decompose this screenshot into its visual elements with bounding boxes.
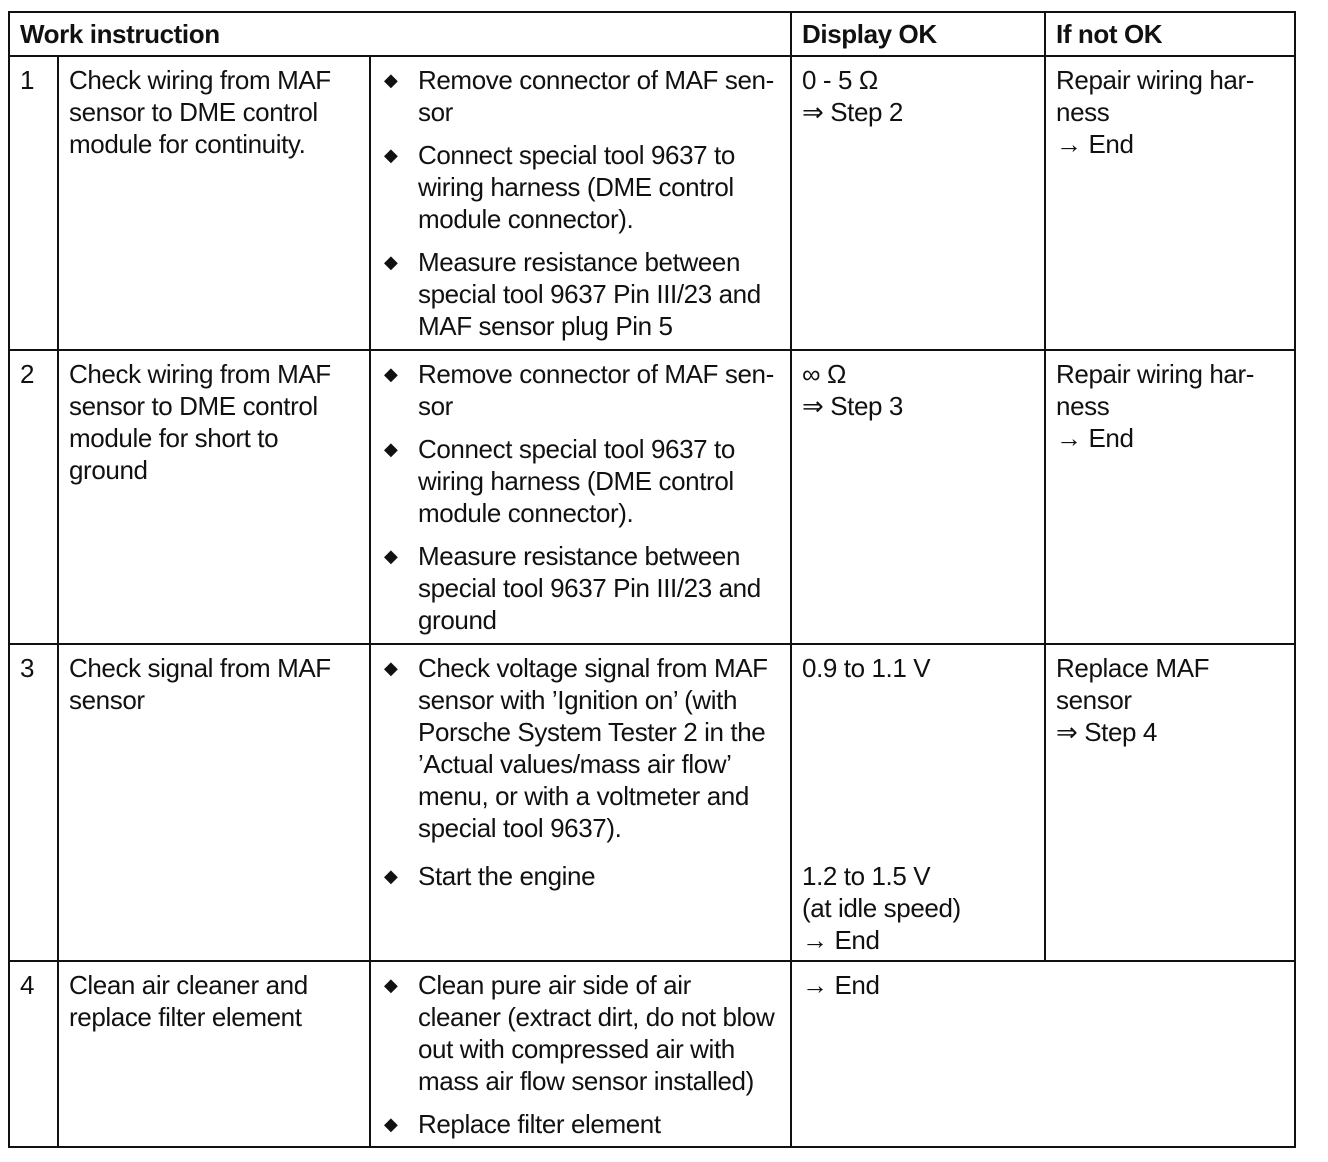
step-task: Check signal from MAF sensor: [58, 644, 370, 961]
header-display-ok: Display OK: [791, 12, 1045, 56]
action-text: Measure resistance between special tool 9637 Pin III/23 and MAF sensor plug Pin 5: [418, 247, 761, 341]
ok-next: ⇒ Step 3: [802, 391, 903, 421]
action-text: Connect special tool 9637 to wiring harness (DME control module connector).: [418, 434, 735, 528]
bullet-diamond-icon: ◆: [384, 70, 398, 90]
step-number: 2: [9, 350, 58, 644]
action-item: [381, 860, 780, 892]
ok-next: → End: [802, 970, 880, 1000]
step-actions: [370, 56, 791, 350]
action-item: [381, 652, 780, 844]
header-row: [9, 12, 1295, 56]
action-text: Remove connector of MAF sen-sor: [418, 359, 774, 421]
bullet-diamond-icon: ◆: [384, 1114, 398, 1134]
ok-next: ⇒ Step 2: [802, 97, 903, 127]
bullet-diamond-icon: ◆: [384, 658, 398, 678]
header-work-instruction: Work instruction: [9, 12, 791, 56]
step-task: Clean air cleaner and replace filter element: [58, 961, 370, 1147]
bullet-diamond-icon: ◆: [384, 546, 398, 566]
display-ok-cell: [791, 961, 1295, 1147]
step-actions: [370, 961, 791, 1147]
action-text: Check voltage signal from MAF sensor with ’Ignition on’ (with Porsche System Tester 2 in the ’Actual values/mass air flow’ menu, or with a voltmeter and special tool 9637).: [418, 653, 768, 843]
ok-value-idle-note: (at idle speed): [802, 893, 961, 923]
table-row: [9, 644, 1295, 961]
bullet-diamond-icon: ◆: [384, 364, 398, 384]
step-actions: [370, 644, 791, 961]
step-number: 3: [9, 644, 58, 961]
action-item: [381, 1108, 780, 1140]
action-item: [381, 969, 780, 1097]
not-ok-cell: [1045, 56, 1295, 350]
action-text: Replace filter element: [418, 1109, 661, 1139]
work-instruction-table: [8, 11, 1296, 1148]
action-text: Remove connector of MAF sen-sor: [418, 65, 774, 127]
ok-value: 0.9 to 1.1 V: [802, 653, 931, 683]
ok-spacer: [802, 684, 1034, 860]
not-ok-next: ⇒ Step 4: [1056, 717, 1157, 747]
display-ok-cell: [791, 350, 1045, 644]
action-item: [381, 246, 780, 342]
not-ok-action: Repair wiring har-ness: [1056, 359, 1254, 421]
step-actions: [370, 350, 791, 644]
ok-value: 0 - 5 Ω: [802, 65, 878, 95]
bullet-diamond-icon: ◆: [384, 975, 398, 995]
display-ok-cell: [791, 644, 1045, 961]
step-number: 4: [9, 961, 58, 1147]
table-row: [9, 350, 1295, 644]
table-row: [9, 56, 1295, 350]
step-task: Check wiring from MAF sensor to DME control module for short to ground: [58, 350, 370, 644]
step-number: 1: [9, 56, 58, 350]
header-if-not-ok: If not OK: [1045, 12, 1295, 56]
ok-value: ∞ Ω: [802, 359, 847, 389]
step-task: Check wiring from MAF sensor to DME control module for continuity.: [58, 56, 370, 350]
display-ok-cell: [791, 56, 1045, 350]
not-ok-next: → End: [1056, 129, 1134, 159]
bullet-diamond-icon: ◆: [384, 252, 398, 272]
ok-value-idle: 1.2 to 1.5 V: [802, 861, 931, 891]
action-item: [381, 540, 780, 636]
not-ok-action: Repair wiring har-ness: [1056, 65, 1254, 127]
action-item: [381, 358, 780, 422]
action-text: Connect special tool 9637 to wiring harness (DME control module connector).: [418, 140, 735, 234]
action-text: Start the engine: [418, 861, 596, 891]
table-row: [9, 961, 1295, 1147]
bullet-diamond-icon: ◆: [384, 439, 398, 459]
action-text: Clean pure air side of air cleaner (extract dirt, do not blow out with compressed air with mass air flow sensor installed): [418, 970, 775, 1096]
action-item: [381, 433, 780, 529]
not-ok-cell: [1045, 350, 1295, 644]
action-item: [381, 64, 780, 128]
action-text: Measure resistance between special tool 9637 Pin III/23 and ground: [418, 541, 761, 635]
not-ok-cell: [1045, 644, 1295, 961]
not-ok-action: Replace MAF sensor: [1056, 653, 1210, 715]
bullet-diamond-icon: ◆: [384, 145, 398, 165]
ok-next: → End: [802, 925, 880, 955]
not-ok-next: → End: [1056, 423, 1134, 453]
bullet-diamond-icon: ◆: [384, 866, 398, 886]
action-item: [381, 139, 780, 235]
